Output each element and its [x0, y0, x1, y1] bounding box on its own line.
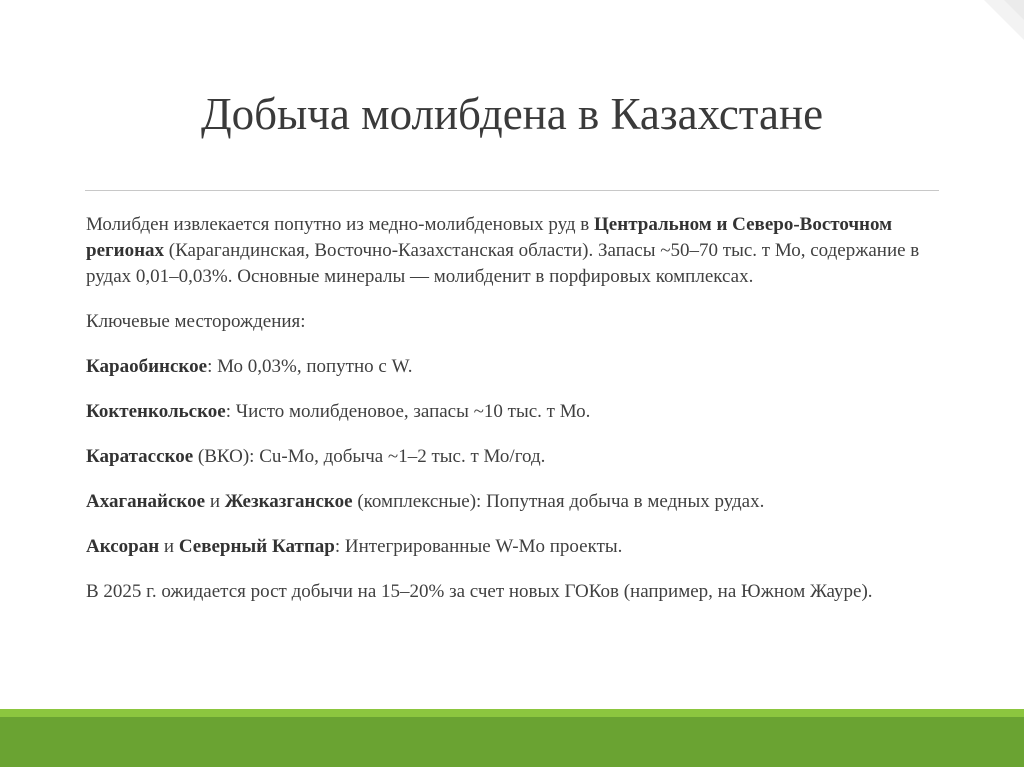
- deposit-text: : Мо 0,03%, попутно с W.: [207, 356, 413, 377]
- deposit-conjunction: и: [159, 536, 179, 557]
- deposit-name: Коктенкольское: [86, 401, 226, 422]
- deposit-item: [86, 444, 966, 470]
- deposit-conjunction: и: [205, 491, 225, 512]
- deposit-name: Караобинское: [86, 356, 208, 377]
- title-divider: [85, 190, 939, 191]
- deposit-text: : Чисто молибденовое, запасы ~10 тыс. т Мо.: [225, 401, 591, 422]
- deposit-text: (ВКО): Cu-Mo, добыча ~1–2 тыс. т Мо/год.: [193, 446, 546, 467]
- deposit-name: Аксоран: [86, 536, 160, 557]
- deposit-text: : Интегрированные W-Mo проекты.: [334, 536, 623, 557]
- slide-body: [86, 212, 966, 624]
- deposit-item: [86, 399, 966, 425]
- intro-regions: Центральном и Северо-Восточном регионах: [86, 214, 893, 261]
- deposit-name: Северный Катпар: [178, 536, 335, 557]
- slide-title: Добыча молибдена в Казахстане: [200, 89, 824, 139]
- deposit-name: Жезказганское: [224, 491, 353, 512]
- footer-accent-bar: [0, 709, 1024, 717]
- intro-paragraph: [86, 212, 966, 290]
- corner-decoration: [924, 0, 1024, 80]
- deposit-item: [86, 534, 966, 560]
- deposits-heading: Ключевые месторождения:: [86, 311, 306, 332]
- intro-text-2: (Карагандинская, Восточно-Казахстанская области). Запасы ~50–70 тыс. т Мо, содержание в рудах 0,01–0,03%. Основные минералы — молибденит в порфировых комплексах.: [86, 240, 920, 287]
- outlook-paragraph: В 2025 г. ожидается рост добычи на 15–20% за счет новых ГОКов (например, на Южном Жауре).: [86, 581, 873, 602]
- intro-text-1: Молибден извлекается попутно из медно-молибденовых руд в: [86, 214, 595, 235]
- deposit-item: [86, 489, 966, 515]
- deposit-text: (комплексные): Попутная добыча в медных рудах.: [352, 491, 765, 512]
- deposit-item: [86, 354, 966, 380]
- footer-bar: [0, 717, 1024, 767]
- deposit-name: Ахаганайское: [86, 491, 206, 512]
- deposit-name: Каратасское: [86, 446, 194, 467]
